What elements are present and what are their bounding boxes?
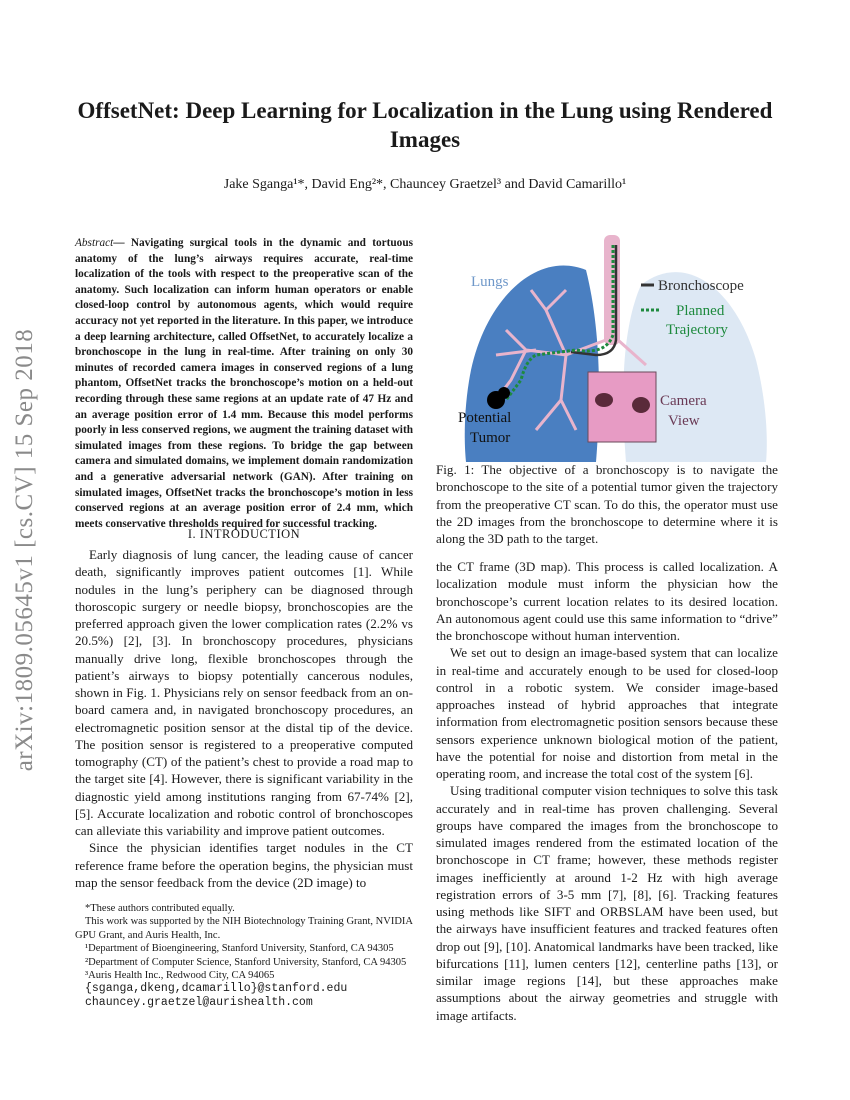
footnote: ¹Department of Bioengineering, Stanford University, Stanford, CA 94305 — [85, 943, 394, 955]
section-heading: I. INTRODUCTION — [187, 527, 301, 541]
label-camera: Camera — [660, 393, 707, 409]
footnote: This work was supported by the NIH Biotechnology Training Grant, NVIDIA GPU Grant, and Auris Health, Inc. — [75, 916, 413, 941]
label-lungs: Lungs — [471, 274, 509, 290]
footnote: ³Auris Health Inc., Redwood City, CA 94065 — [85, 970, 275, 982]
abstract — [75, 236, 413, 532]
label-potential: Potential — [458, 410, 512, 426]
label-bronchoscope: Bronchoscope — [658, 278, 744, 294]
label-tumor: Tumor — [470, 430, 511, 446]
figure-1-lung-diagram — [436, 230, 781, 462]
paper-title: OffsetNet: Deep Learning for Localization in the Lung using Rendered Images — [77, 98, 773, 152]
introduction-text — [75, 546, 413, 891]
author-list: Jake Sganga¹*, David Eng²*, Chauncey Graetzel³ and David Camarillo¹ — [223, 177, 627, 192]
footnote: *These authors contributed equally. — [85, 903, 235, 914]
email: {sganga,dkeng,dcamarillo}@stanford.edu — [85, 982, 348, 996]
paragraph: Using traditional computer vision techniques to solve this task accurately and in real-time has proven challenging. Several groups have compared the images from the bronchoscope to simulated images rendered from the estimated location of the bronchoscope in CT frame; however, these methods register images inefficiently at around 1-2 Hz with high average registration errors of 3-5 mm [7], [8], [6]. Tracking features using methods like SIFT and ORBSLAM have been used, but the airways have insufficient features and tracked features often drop out [9], [10]. Anatomical landmarks have been tracked, like bifurcations [11], lumen centers [12], centerline paths [13], or similar image regions [14], but these approaches make assumptions about the airway geometries and struggle with image artifacts. — [436, 783, 778, 1023]
paragraph: We set out to design an image-based system that can localize in real-time and accurately enough to be used for closed-loop control in a robotic system. We consider image-based approaches instead of hybrid approaches that integrate information from electromagnetic position sensors because these sensors experience unknown biological motion of the patient, have the potential for noise and distortion from metal in the operating room, and increase the total cost of the system [6]. — [436, 645, 778, 781]
label-trajectory: Trajectory — [666, 322, 728, 338]
paragraph: Early diagnosis of lung cancer, the leading cause of cancer death, significantly improves patient outcomes [1]. While nodules in the lung’s periphery can be diagnosed through thoroscopic surgery or needle biopsy, bronchoscopies are the preferred approach given the lower complication rates (2.2% vs 20.5%) [2], [3]. In bronchoscopy procedures, physicians manually drive long, flexible bronchoscopes through the patient’s airways to biopsy potentially cancerous nodules, shown in Fig. 1. Physicians rely on sensor feedback from an on-board camera and, in navigated bronchoscopy procedures, an electromagnetic position sensor at the distal tip of the device. The position sensor is registered to a preoperative computed tomography (CT) of the patient’s chest to provide a road map to the target site [4]. However, there is significant variability in the diagnostic yield among institutions ranging from 67-74% [2], [5]. Accurate localization and robotic control of bronchoscopes can alleviate this variability and improve patient outcomes. — [75, 547, 413, 838]
label-planned: Planned — [676, 303, 725, 319]
footnote: ²Department of Computer Science, Stanford University, Stanford, CA 94305 — [85, 956, 407, 968]
abstract-label: Abstract — [75, 237, 114, 249]
label-view: View — [668, 413, 700, 429]
figure-caption: Fig. 1: The objective of a bronchoscopy is to navigate the bronchoscope to the site of a potential tumor given the trajectory from the preoperative CT scan. To do this, the operator must use the 2D images from the bronchoscope to determine where it is along the 3D path to the target. — [436, 462, 778, 546]
paragraph: Since the physician identifies target nodules in the CT reference frame before the operation begins, the physician must map the sensor feedback from the device (2D image) to — [75, 840, 413, 890]
arxiv-side-stamp: arXiv:1809.05645v1 [cs.CV] 15 Sep 2018 — [11, 328, 38, 772]
abstract-text: — Navigating surgical tools in the dynamic and tortuous anatomy of the lung’s airways requires accurate, real-time localization of the tools with respect to the preoperative scan of the anatomy. Such localization can inform human operators or enable closed-loop control by autonomous agents, which would require accuracy not yet reported in the literature. In this paper, we introduce a deep learning architecture, called OffsetNet, to accurately localize a bronchoscope in the lung in real-time. After training on only 30 minutes of recorded camera images in conserved regions of a lung phantom, OffsetNet tracks the bronchoscope’s motion on a held-out recording through these same regions at an update rate of 47 Hz and an average position error of 1.4 mm. Because this model performs poorly in less conserved regions, we augment the training dataset with simulated images from these regions. To bridge the gap between camera and simulated domains, we implement domain randomization and a generative adversarial network (GAN). After training on simulated images, OffsetNet tracks the bronchoscope’s motion in less conserved regions at an average position error of 2.4 mm, which meets conservative thresholds required for successful tracking. — [75, 237, 413, 530]
email: chauncey.graetzel@aurishealth.com — [85, 995, 313, 1009]
footnotes — [75, 902, 413, 1009]
paragraph: the CT frame (3D map). This process is called localization. A localization module must inform the physician how the bronchoscope’s current location relates to its desired location. An autonomous agent could use this same information to “drive” the bronchoscope without human intervention. — [436, 559, 778, 643]
right-column-text — [436, 558, 778, 1024]
